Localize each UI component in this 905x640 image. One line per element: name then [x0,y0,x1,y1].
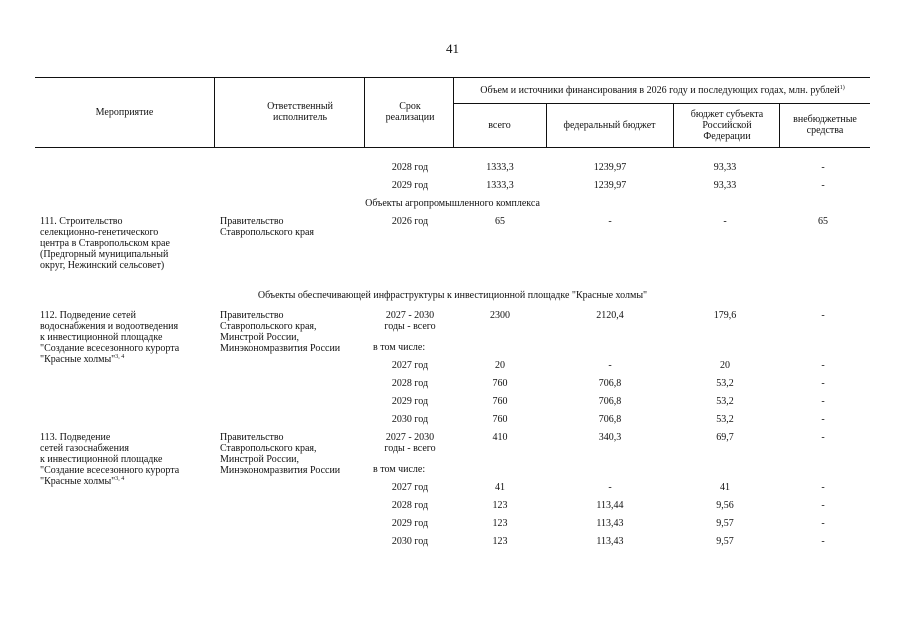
event-name-line: "Создание всесезонного курорта [40,343,180,354]
regional-cell: 93,33 [713,162,737,173]
header-federal: федеральный бюджет [563,119,656,131]
responsible-line: Правительство [220,310,284,321]
responsible-line: Правительство [220,432,284,443]
total-cell: 760 [492,396,508,407]
event-name-line: к инвестиционной площадке [40,332,163,343]
federal-cell: 706,8 [598,378,622,389]
total-cell: 123 [492,500,508,511]
total-cell: 123 [492,518,508,529]
event-name-line: 111. Строительство [40,216,123,227]
footnote-marker: 3, 4 [115,476,125,482]
year-cell: 2028 год [391,500,429,511]
extrabudget-cell: - [821,162,825,173]
regional-cell: 9,57 [716,518,734,529]
year-cell: 2027 год [391,360,429,371]
extrabudget-cell: 65 [818,216,828,227]
header-divider [779,103,780,147]
responsible-line: Ставропольского края [220,227,314,238]
including-label: в том числе: [373,342,426,353]
year-cell: 2028 год [391,378,429,389]
period-cell: 2027 - 2030 [385,310,435,321]
extrabudget-cell: - [821,310,825,321]
responsible-line: Минэкономразвития России [220,343,341,354]
total-cell: 2300 [490,310,510,321]
header-financing-group: Объем и источники финансирования в 2026 году и последующих годах, млн. рублей$^{1)}$ [480,84,845,96]
header-total: всего [488,119,511,131]
extrabudget-cell: - [821,482,825,493]
regional-cell: 53,2 [716,396,734,407]
header-bottom-rule [35,147,870,148]
event-name-line: 112. Подведение сетей [40,310,136,321]
federal-cell: 2120,4 [596,310,624,321]
regional-cell: 93,33 [713,180,737,191]
event-name-line: водоснабжения и водоотведения [40,321,179,332]
regional-cell: 41 [720,482,730,493]
year-cell: 2028 год [391,162,429,173]
total-cell: 760 [492,414,508,425]
federal-cell: 113,43 [596,518,624,529]
year-cell: 2029 год [391,518,429,529]
year-cell: 2029 год [391,396,429,407]
federal-cell: 1239,97 [593,162,627,173]
period-cell: годы - всего [384,443,436,454]
regional-cell: 179,6 [713,310,737,321]
federal-cell: 706,8 [598,414,622,425]
responsible-line: Правительство [220,216,284,227]
regional-cell: 9,57 [716,536,734,547]
extrabudget-cell: - [821,378,825,389]
federal-cell: 113,43 [596,536,624,547]
total-cell: 123 [492,536,508,547]
responsible-line: Минстрой России, [220,454,300,465]
section-heading: Объекты агропромышленного комплекса [365,198,540,209]
regional-cell: 20 [720,360,730,371]
extrabudget-cell: - [821,536,825,547]
header-event: Мероприятие [95,106,154,118]
year-cell: 2027 год [391,482,429,493]
extrabudget-cell: - [821,180,825,191]
event-name-line: центра в Ставропольском крае [40,238,170,249]
total-cell: 1333,3 [486,180,514,191]
event-name-line: округ, Нежинский сельсовет) [40,260,165,271]
total-cell: 41 [495,482,505,493]
regional-cell: 53,2 [716,414,734,425]
extrabudget-cell: - [821,396,825,407]
period-cell: годы - всего [384,321,436,332]
event-name-line: "Красные холмы"$^{3, 4}$ [40,476,125,487]
page-number: 41 [446,41,459,56]
year-cell: 2029 год [391,180,429,191]
period-cell: 2027 - 2030 [385,432,435,443]
total-cell: 760 [492,378,508,389]
header-responsible: Ответственный исполнитель [267,101,333,123]
responsible-line: Ставропольского края, [220,443,317,454]
footnote-marker: 3, 4 [115,354,125,360]
event-name-line: сетей газоснабжения [40,443,129,454]
event-name-line: "Красные холмы"$^{3, 4}$ [40,354,125,365]
federal-cell: 706,8 [598,396,622,407]
regional-cell: - [723,216,727,227]
event-name-line: (Предгорный муниципальный [40,249,169,260]
responsible-line: Минстрой России, [220,332,300,343]
year-cell: 2030 год [391,536,429,547]
extrabudget-cell: - [821,500,825,511]
header-divider [673,103,674,147]
year-cell: 2030 год [391,414,429,425]
section-heading: Объекты обеспечивающей инфраструктуры к инвестиционной площадке "Красные холмы" [257,290,648,301]
responsible-line: Ставропольского края, [220,321,317,332]
federal-cell: - [608,216,612,227]
federal-cell: 1239,97 [593,180,627,191]
header-divider [214,77,215,147]
extrabudget-cell: - [821,414,825,425]
total-cell: 65 [495,216,505,227]
federal-cell: 113,44 [596,500,624,511]
federal-cell: - [608,482,612,493]
header-divider [364,77,365,147]
event-name-line: селекционно-генетического [40,227,159,238]
federal-cell: 340,3 [598,432,622,443]
regional-cell: 9,56 [716,500,734,511]
event-name-line: "Создание всесезонного курорта [40,465,180,476]
extrabudget-cell: - [821,432,825,443]
responsible-line: Минэкономразвития России [220,465,341,476]
regional-cell: 69,7 [716,432,734,443]
header-term: Срок реализации [385,101,435,123]
regional-cell: 53,2 [716,378,734,389]
year-cell: 2026 год [391,216,429,227]
extrabudget-cell: - [821,360,825,371]
total-cell: 410 [492,432,508,443]
total-cell: 20 [495,360,505,371]
event-name-line: 113. Подведение [40,432,111,443]
federal-cell: - [608,360,612,371]
total-cell: 1333,3 [486,162,514,173]
including-label: в том числе: [373,464,426,475]
event-name-line: к инвестиционной площадке [40,454,163,465]
header-regional: бюджет субъекта Российской Федерации [690,108,764,142]
extrabudget-cell: - [821,518,825,529]
header-extrabudget: внебюджетные средства [793,114,857,136]
